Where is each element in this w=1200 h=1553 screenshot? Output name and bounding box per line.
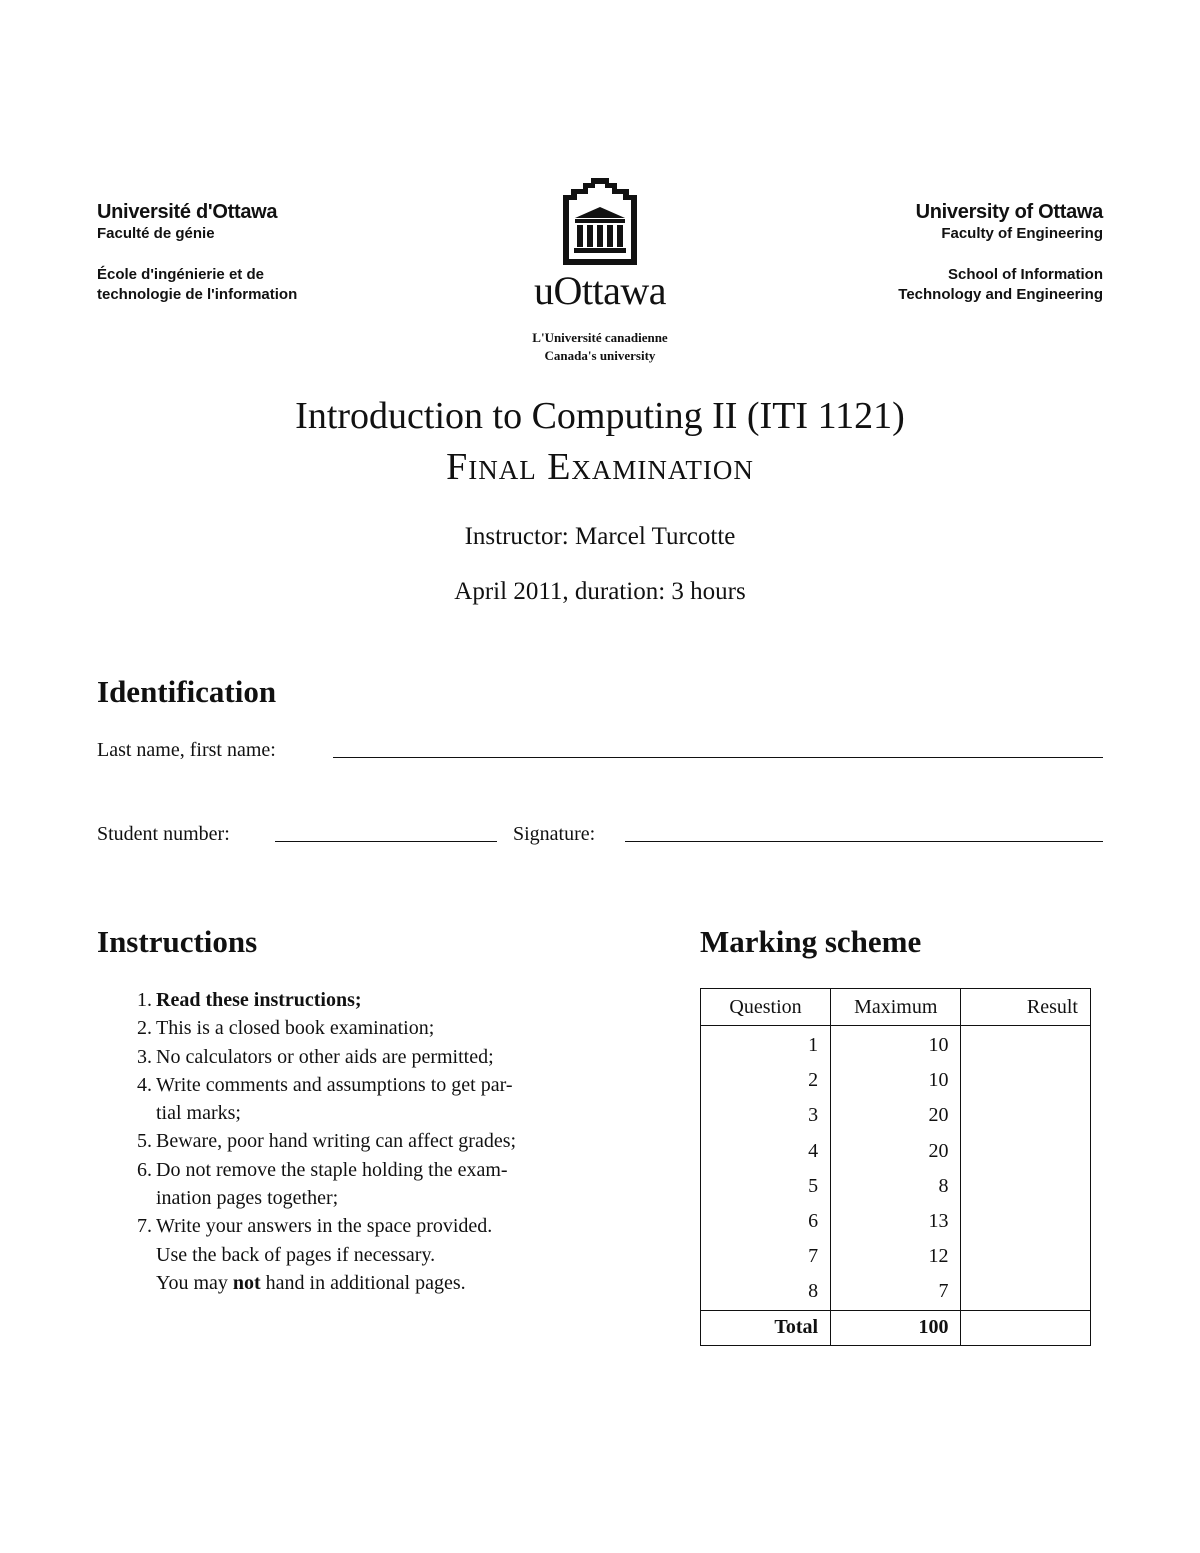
result-cell[interactable]	[961, 1169, 1091, 1204]
student-number-label: Student number:	[97, 823, 230, 845]
table-row: 1 10	[701, 1026, 1091, 1064]
university-name-fr: Université d'Ottawa	[97, 201, 278, 223]
header-left-fr	[97, 200, 397, 305]
list-item: 5. Beware, poor hand writing can affect grades;	[137, 1130, 517, 1153]
header-right-en	[783, 200, 1103, 305]
exam-type: Final Examination	[446, 446, 754, 488]
school-name-fr-line2: technologie de l'information	[97, 286, 298, 303]
result-cell[interactable]	[961, 1274, 1091, 1310]
result-cell[interactable]	[961, 1239, 1091, 1274]
marking-scheme-heading: Marking scheme	[700, 924, 922, 959]
result-cell[interactable]	[961, 1026, 1091, 1064]
table-total-row	[701, 1310, 1091, 1345]
table-row: 5 8	[701, 1169, 1091, 1204]
logo-tagline-fr: L'Université canadienne	[532, 330, 668, 345]
marking-scheme-table	[700, 988, 1091, 1346]
result-cell[interactable]	[961, 1204, 1091, 1239]
school-name-en-line1: School of Information	[948, 266, 1103, 283]
name-label: Last name, first name:	[97, 739, 276, 761]
table-header-row	[701, 989, 1091, 1026]
name-field[interactable]	[333, 757, 1103, 758]
faculty-name-en: Faculty of Engineering	[941, 225, 1103, 242]
signature-field[interactable]	[625, 841, 1103, 842]
instructor: Instructor: Marcel Turcotte	[464, 523, 736, 550]
faculty-name-fr: Faculté de génie	[97, 225, 215, 242]
column-header-question: Question	[701, 989, 831, 1026]
instructions-list	[97, 986, 617, 1297]
logo-wordmark: uOttawa	[533, 268, 666, 313]
list-item: 3. No calculators or other aids are permitted;	[137, 1045, 494, 1068]
column-header-maximum: Maximum	[831, 989, 961, 1026]
exam-date: April 2011, duration: 3 hours	[454, 578, 746, 605]
table-row: 2 10	[701, 1063, 1091, 1098]
list-item: 4. Write comments and assumptions to get par- tial marks;	[137, 1073, 513, 1125]
student-number-field[interactable]	[275, 841, 497, 842]
school-name-en-line2: Technology and Engineering	[898, 286, 1103, 303]
list-item: 2. This is a closed book examination;	[137, 1017, 435, 1040]
total-value: 100	[831, 1310, 961, 1345]
course-title: Introduction to Computing II (ITI 1121)	[295, 395, 905, 437]
result-cell[interactable]	[961, 1134, 1091, 1169]
university-name-en: University of Ottawa	[915, 201, 1103, 223]
school-name-fr-line1: École d'ingénierie et de	[97, 266, 264, 283]
total-label: Total	[701, 1310, 831, 1345]
signature-label: Signature:	[513, 823, 596, 845]
total-result-cell[interactable]	[961, 1310, 1091, 1345]
university-logo	[500, 175, 700, 365]
list-item: 7. Write your answers in the space provided. Use the back of pages if necessary. You may not hand in additional pages.	[137, 1215, 493, 1294]
instructions-heading: Instructions	[97, 924, 258, 959]
table-row: 7 12	[701, 1239, 1091, 1274]
table-row: 8 7	[701, 1274, 1091, 1310]
result-cell[interactable]	[961, 1063, 1091, 1098]
table-row: 4 20	[701, 1134, 1091, 1169]
building-columns-icon	[559, 175, 641, 267]
table-row: 6 13	[701, 1204, 1091, 1239]
table-row: 3 20	[701, 1098, 1091, 1133]
identification-heading: Identification	[97, 674, 277, 709]
logo-tagline-en: Canada's university	[544, 348, 656, 363]
list-item: 1. Read these instructions;	[137, 989, 362, 1011]
column-header-result: Result	[961, 989, 1091, 1026]
result-cell[interactable]	[961, 1098, 1091, 1133]
list-item: 6. Do not remove the staple holding the exam- ination pages together;	[137, 1158, 508, 1210]
